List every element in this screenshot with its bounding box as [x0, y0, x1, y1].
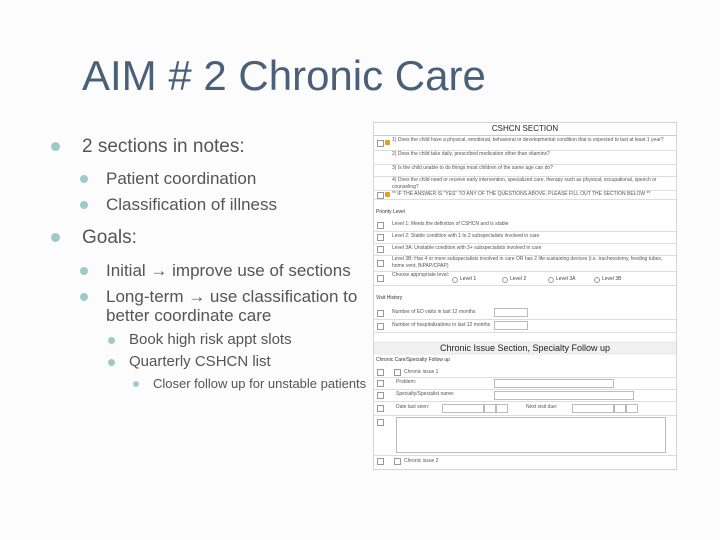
bullet-quarterly: Quarterly CSHCN list: [48, 354, 368, 371]
level2-radio[interactable]: [502, 277, 508, 283]
level-row: Level 3B: Has 4 or more subspecialists involved in care OR has 2 life-sustaining devices (i.e. tracheostomy, feeding tubes, home vent, BiPAP/CPAP): [374, 255, 676, 272]
form-question-row: 1) Does the child have a physical, emotional, behavioral or developmental condition that is expected to last at least 1 year?: [374, 136, 676, 151]
bullet-dot-icon: [80, 201, 88, 209]
level1-radio[interactable]: [452, 277, 458, 283]
date-last-dropdown[interactable]: [484, 404, 496, 413]
specialty-checkbox[interactable]: [377, 392, 384, 399]
bullet-goals: Goals:: [48, 227, 368, 248]
chronic1-inner-checkbox[interactable]: [394, 369, 401, 376]
bullet-long-term: Long-term → use classification to better coordinate care: [48, 287, 368, 325]
notes-textarea[interactable]: [396, 417, 666, 453]
priority-label: Priority Level: [376, 209, 405, 215]
chronic-care-label: Chronic Care/Specialty Follow up: [376, 357, 450, 363]
question-checkbox[interactable]: [377, 140, 384, 147]
level-row: Level 3A: Unstable condition with 3+ subspecialists involved in care: [374, 243, 676, 256]
chronic-issue-row: Chronic issue 1: [374, 367, 676, 378]
chronic2-inner-checkbox[interactable]: [394, 458, 401, 465]
choose-level-row: Choose appropriate level: Level 1 Level 2 Level 3A Level 3B: [374, 271, 676, 286]
ed-visits-input[interactable]: [494, 308, 528, 317]
warning-icon: [385, 192, 390, 197]
dates-checkbox[interactable]: [377, 405, 384, 412]
date-last-dropdown[interactable]: [496, 404, 508, 413]
date-last-input[interactable]: [442, 404, 484, 413]
form-question-row: 3) Is the child unable to do things most children of the same age can do?: [374, 164, 676, 177]
warning-icon: [385, 140, 390, 145]
level-row: Level 2: Stable condition with 1 to 2 subspecialists involved in care: [374, 231, 676, 244]
hospitalizations-row: Number of hospitalizations in last 12 months: [374, 319, 676, 333]
notes-checkbox[interactable]: [377, 419, 384, 426]
next-visit-dropdown[interactable]: [626, 404, 638, 413]
cshcn-form-screenshot: [373, 122, 677, 470]
bullet-dot-icon: [108, 337, 115, 344]
bullet-closer: Closer follow up for unstable patients: [48, 377, 368, 392]
bullet-dot-icon: [51, 142, 60, 151]
bullet-dot-icon: [80, 293, 88, 301]
problem-input[interactable]: [494, 379, 614, 388]
chronic-issue-row: Chronic issue 2: [374, 455, 676, 466]
bullet-dot-icon: [80, 267, 88, 275]
level-row: Level 1: Meets the definition of CSHCN and is stable: [374, 219, 676, 232]
specialty-row: Specialty/Specialist name:: [374, 389, 676, 402]
form-question-row: 4) Does the child need or receive early intervention, specialized care, therapy such as physical, occupational, speech or counseling?: [374, 176, 676, 191]
problem-row: Problem:: [374, 377, 676, 390]
bullet-book: Book high risk appt slots: [48, 332, 368, 349]
level3b-radio[interactable]: [594, 277, 600, 283]
level1-checkbox[interactable]: [377, 222, 384, 229]
ed-visits-checkbox[interactable]: [377, 310, 384, 317]
hosp-input[interactable]: [494, 321, 528, 330]
chronic-issue-header: Chronic Issue Section, Specialty Follow up: [374, 341, 676, 355]
form-warning-row: ** IF THE ANSWER IS "YES" TO ANY OF THE QUESTIONS ABOVE, PLEASE FILL OUT THE SECTION BELOW **: [374, 190, 676, 200]
slide-title: AIM # 2 Chronic Care: [82, 52, 486, 99]
level3a-radio[interactable]: [548, 277, 554, 283]
form-question-row: 2) Does the child take daily, prescribed medication other than vitamins?: [374, 150, 676, 165]
chronic1-checkbox[interactable]: [377, 369, 384, 376]
bullet-list: [48, 136, 368, 396]
level3b-checkbox[interactable]: [377, 260, 384, 267]
level2-checkbox[interactable]: [377, 234, 384, 241]
next-visit-dropdown[interactable]: [614, 404, 626, 413]
level3a-checkbox[interactable]: [377, 246, 384, 253]
warning-checkbox[interactable]: [377, 192, 384, 199]
bullet-dot-icon: [51, 233, 60, 242]
next-visit-input[interactable]: [572, 404, 614, 413]
form-header: CSHCN SECTION: [374, 123, 676, 136]
bullet-dot-icon: [108, 359, 115, 366]
dates-row: Date last seen: Next visit due:: [374, 401, 676, 416]
bullet-sections: 2 sections in notes:: [48, 136, 368, 157]
bullet-dot-icon: [80, 175, 88, 183]
bullet-patient-coordination: Patient coordination: [48, 169, 368, 188]
choose-checkbox[interactable]: [377, 275, 384, 282]
bullet-classification: Classification of illness: [48, 195, 368, 214]
bullet-dot-icon: [133, 381, 139, 387]
notes-row: [374, 415, 676, 456]
visit-history-label: Visit History: [376, 295, 403, 301]
bullet-initial: Initial → improve use of sections: [48, 261, 368, 280]
chronic2-checkbox[interactable]: [377, 458, 384, 465]
ed-visits-row: Number of ED visits in last 12 months: [374, 306, 676, 320]
specialty-input[interactable]: [494, 391, 634, 400]
problem-checkbox[interactable]: [377, 380, 384, 387]
hosp-checkbox[interactable]: [377, 323, 384, 330]
